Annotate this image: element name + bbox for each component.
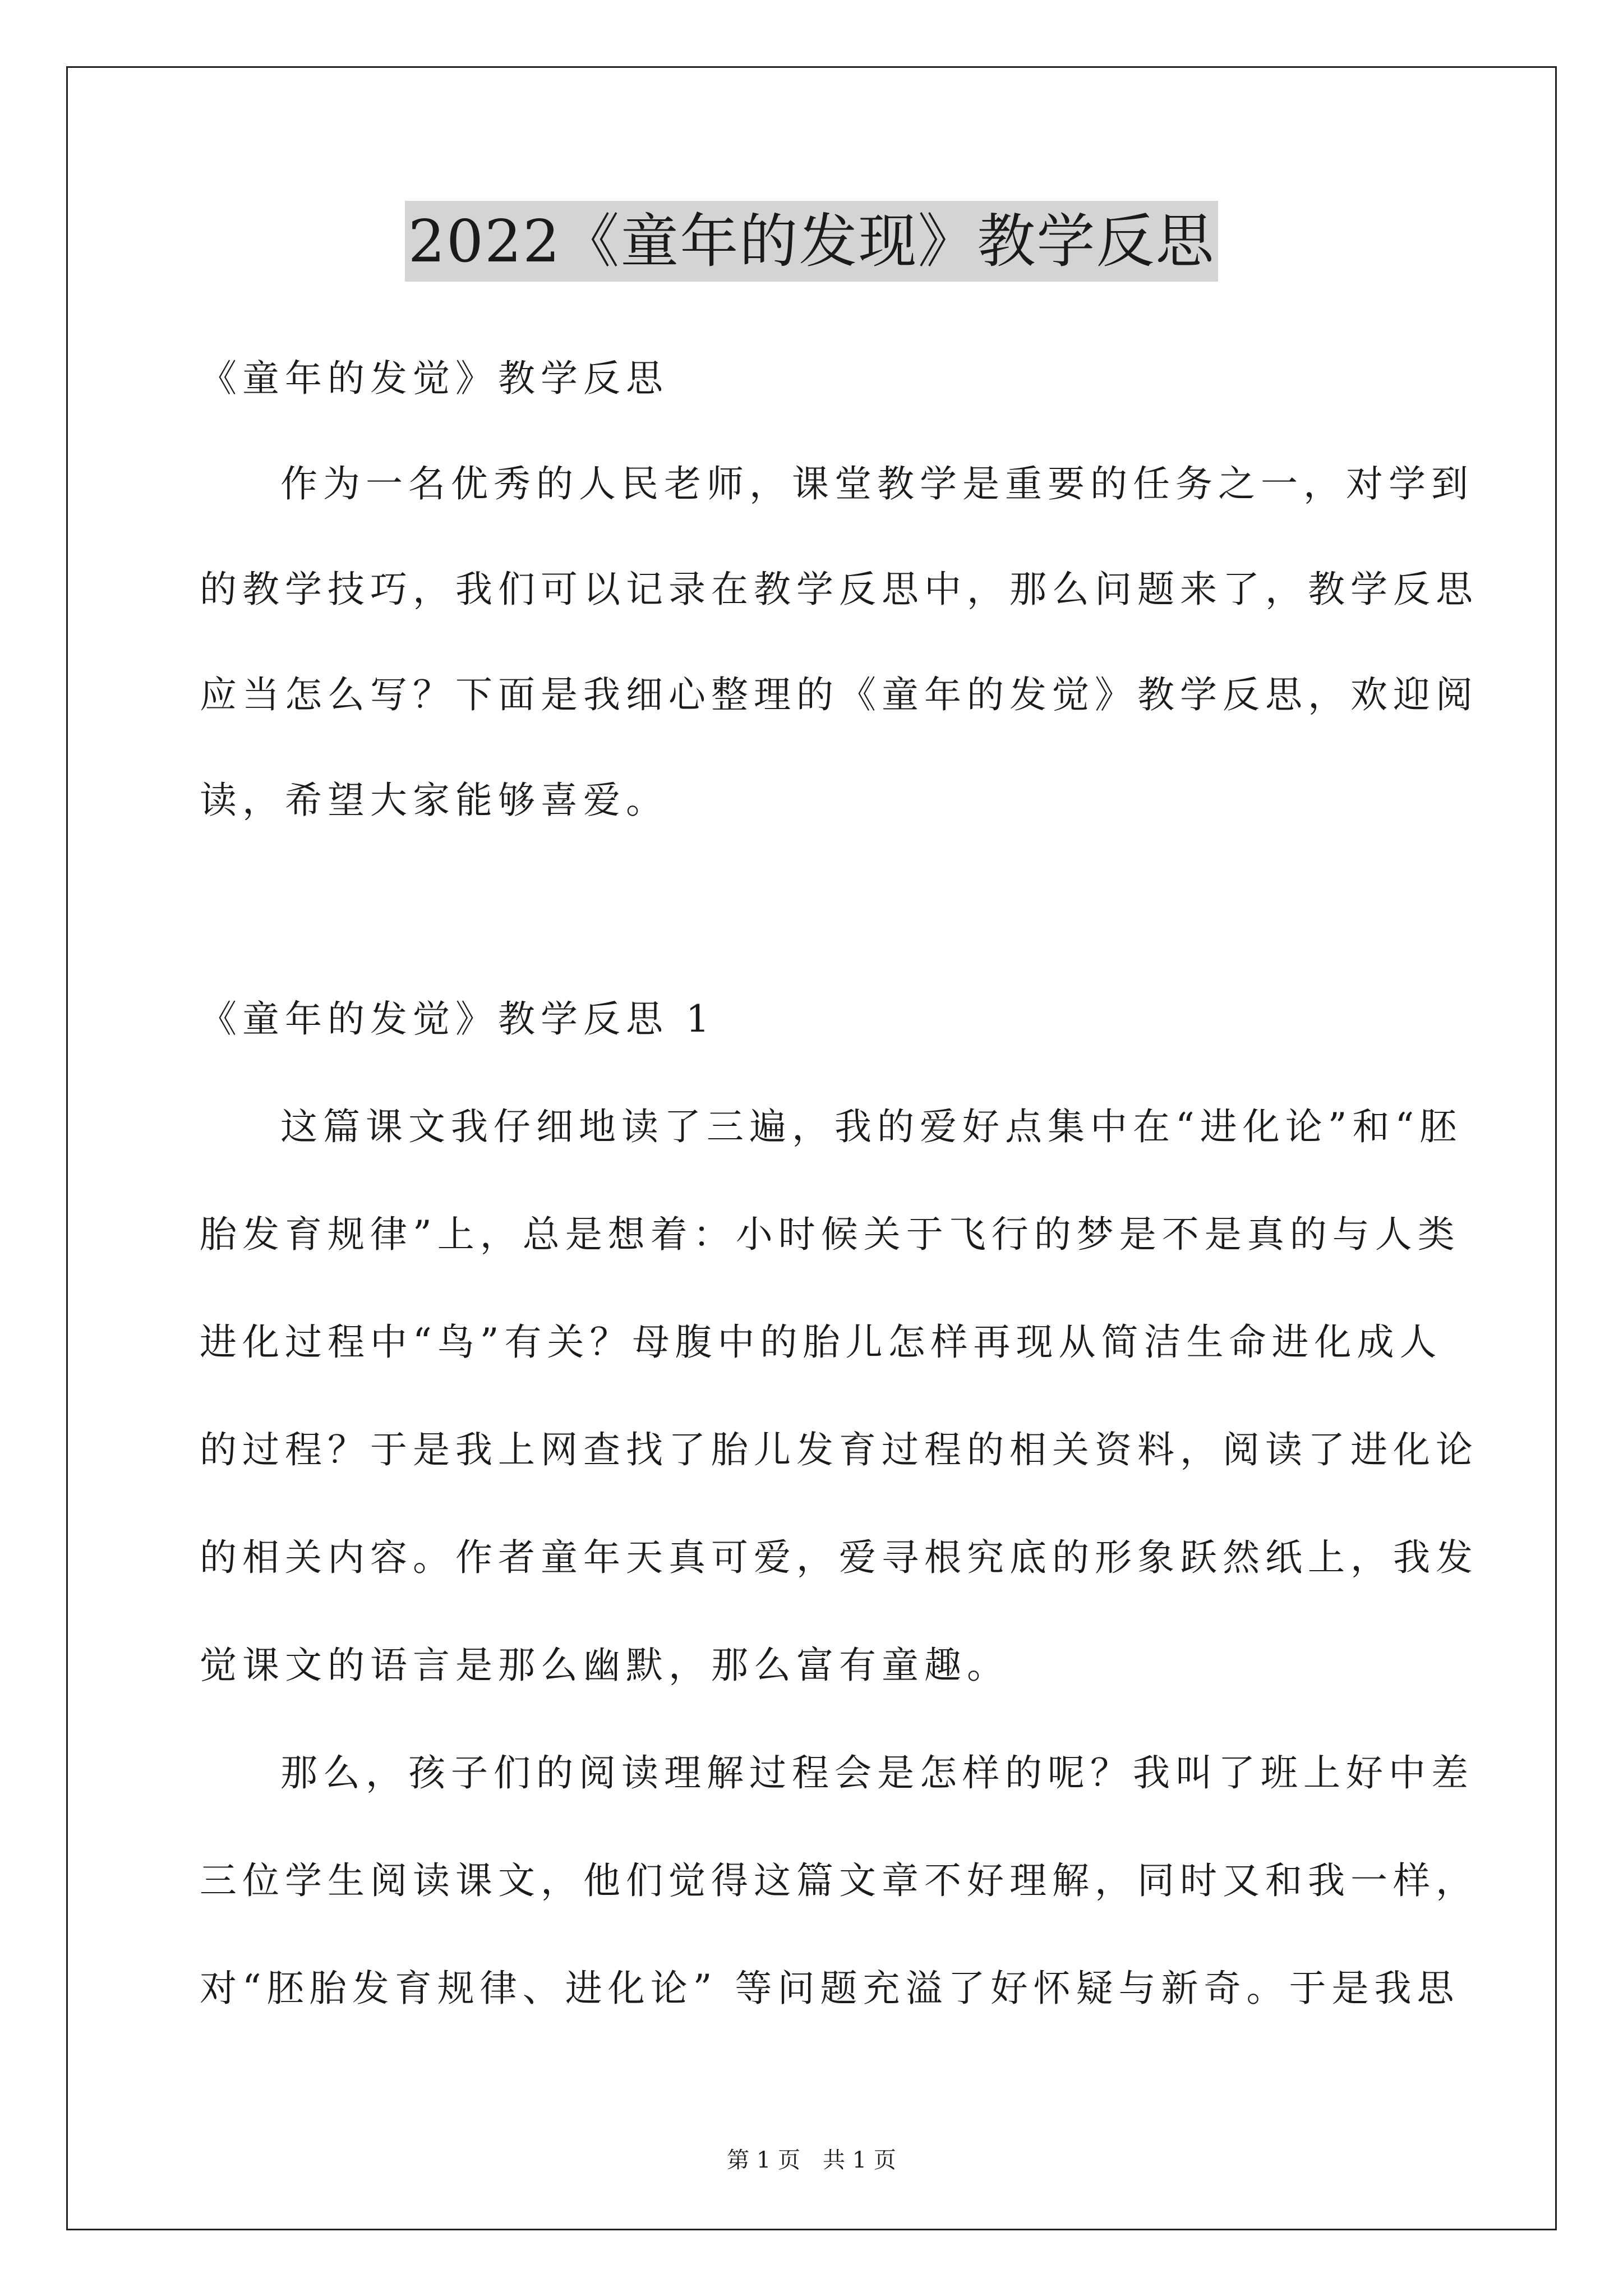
paragraph-line: 作为一名优秀的人民老师，课堂教学是重要的任务之一，对学到 bbox=[280, 462, 1474, 505]
paragraph-line: 三位学生阅读课文，他们觉得这篇文章不好理解，同时又和我一样， bbox=[200, 1859, 1478, 1902]
document-title: 2022《童年的发现》教学反思 bbox=[405, 201, 1219, 282]
title-container bbox=[0, 201, 1623, 282]
paragraph-line: 觉课文的语言是那么幽默，那么富有童趣。 bbox=[200, 1644, 1009, 1687]
paragraph-line: 那么，孩子们的阅读理解过程会是怎样的呢？我叫了班上好中差 bbox=[280, 1751, 1474, 1795]
paragraph-line: 的过程？于是我上网查找了胎儿发育过程的相关资料，阅读了进化论 bbox=[200, 1428, 1478, 1471]
paragraph-line: 胎发育规律”上，总是想着：小时候关于飞行的梦是不是真的与人类 bbox=[200, 1213, 1460, 1256]
section-heading: 《童年的发觉》教学反思 1 bbox=[200, 997, 715, 1041]
paragraph-line: 对“胚胎发育规律、进化论” 等问题充溢了好怀疑与新奇。于是我思 bbox=[200, 1967, 1460, 2010]
paragraph-line: 的相关内容。作者童年天真可爱，爱寻根究底的形象跃然纸上，我发 bbox=[200, 1536, 1478, 1579]
paragraph-line: 读，希望大家能够喜爱。 bbox=[200, 779, 668, 822]
paragraph-line: 进化过程中“鸟”有关？母腹中的胎儿怎样再现从简洁生命进化成人 bbox=[200, 1320, 1442, 1364]
paragraph-line: 应当怎么写？下面是我细心整理的《童年的发觉》教学反思，欢迎阅 bbox=[200, 673, 1478, 716]
paragraph-line: 的教学技巧，我们可以记录在教学反思中，那么问题来了，教学反思 bbox=[200, 568, 1478, 611]
subtitle: 《童年的发觉》教学反思 bbox=[200, 357, 668, 400]
page-number-footer: 第 1 页 共 1 页 bbox=[727, 2147, 896, 2173]
paragraph-line: 这篇课文我仔细地读了三遍，我的爱好点集中在“进化论”和“胚 bbox=[280, 1105, 1463, 1148]
